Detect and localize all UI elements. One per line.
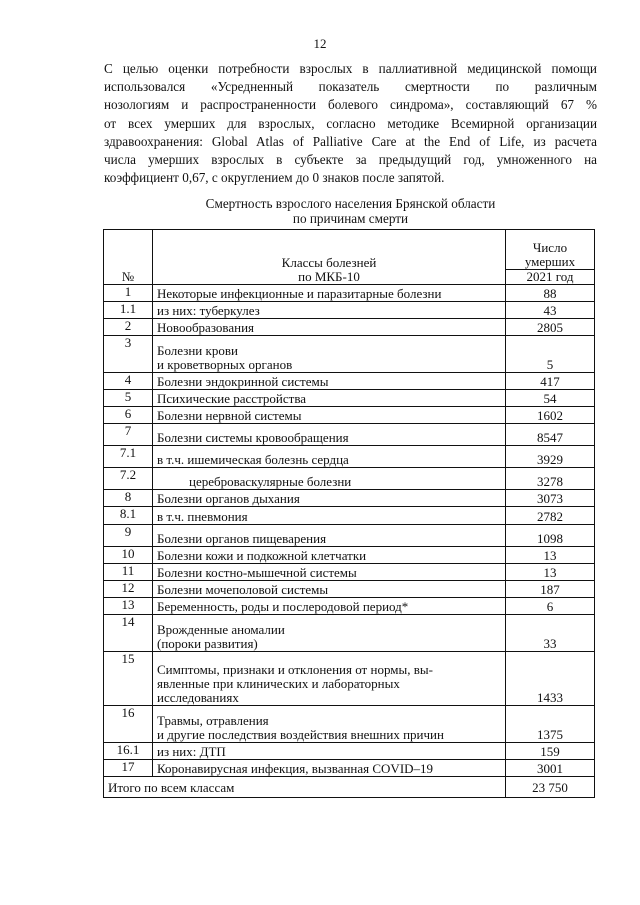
row-disease-class-line: Болезни мочеполовой системы bbox=[157, 582, 329, 597]
row-disease-class bbox=[153, 507, 506, 525]
row-disease-class-line: Симптомы, признаки и отклонения от нормы, вы- bbox=[157, 662, 433, 677]
table-row bbox=[104, 336, 595, 373]
row-deaths-value: 1433 bbox=[506, 652, 595, 706]
row-deaths-value: 13 bbox=[506, 564, 595, 581]
row-number: 8 bbox=[104, 490, 153, 507]
row-deaths-value: 6 bbox=[506, 598, 595, 615]
table-title-line: Смертность взрослого населения Брянской области bbox=[205, 196, 496, 211]
table-row bbox=[104, 598, 595, 615]
table-row bbox=[104, 490, 595, 507]
table-row bbox=[104, 760, 595, 777]
row-disease-class-line: Болезни крови bbox=[157, 343, 238, 358]
table-title-line: по причинам смерти bbox=[292, 211, 409, 226]
header-deaths-count-line: Число bbox=[532, 240, 568, 255]
row-number: 16 bbox=[104, 706, 153, 743]
table-body bbox=[104, 285, 595, 777]
row-number: 16.1 bbox=[104, 743, 153, 760]
row-disease-class bbox=[153, 615, 506, 652]
row-disease-class bbox=[153, 706, 506, 743]
row-disease-class bbox=[153, 490, 506, 507]
table-row bbox=[104, 285, 595, 302]
row-deaths-value: 1375 bbox=[506, 706, 595, 743]
row-disease-class bbox=[153, 336, 506, 373]
row-number: 1.1 bbox=[104, 302, 153, 319]
intro-line: здравоохранения: Global Atlas of Palliative Care at the End of Life, из расчета bbox=[104, 133, 597, 149]
row-deaths-value: 8547 bbox=[506, 424, 595, 446]
row-disease-class bbox=[153, 581, 506, 598]
row-number: 11 bbox=[104, 564, 153, 581]
header-disease-class-line: по МКБ-10 bbox=[298, 269, 360, 284]
row-deaths-value: 3929 bbox=[506, 446, 595, 468]
row-disease-class-line: Некоторые инфекционные и паразитарные болезни bbox=[157, 286, 442, 301]
row-number: 7 bbox=[104, 424, 153, 446]
row-number: 13 bbox=[104, 598, 153, 615]
row-deaths-value: 1602 bbox=[506, 407, 595, 424]
table-row bbox=[104, 373, 595, 390]
row-disease-class-line: цереброваскулярные болезни bbox=[189, 474, 352, 489]
row-deaths-value: 33 bbox=[506, 615, 595, 652]
row-disease-class-line: Болезни нервной системы bbox=[157, 408, 302, 423]
row-disease-class-line: Беременность, роды и послеродовой период* bbox=[157, 599, 409, 614]
row-disease-class-line: и кроветворных органов bbox=[157, 357, 293, 372]
table-row bbox=[104, 581, 595, 598]
row-deaths-value: 3001 bbox=[506, 760, 595, 777]
total-row bbox=[104, 777, 595, 798]
row-deaths-value: 5 bbox=[506, 336, 595, 373]
row-number: 3 bbox=[104, 336, 153, 373]
row-disease-class-line: Болезни эндокринной системы bbox=[157, 374, 329, 389]
row-disease-class-line: в т.ч. пневмония bbox=[157, 509, 248, 524]
table-row bbox=[104, 706, 595, 743]
header-disease-class-line: Классы болезней bbox=[281, 255, 377, 270]
row-deaths-value: 2805 bbox=[506, 319, 595, 336]
row-disease-class bbox=[153, 390, 506, 407]
header-year: 2021 год bbox=[506, 270, 595, 285]
row-disease-class bbox=[153, 598, 506, 615]
row-deaths-value: 2782 bbox=[506, 507, 595, 525]
row-number: 7.1 bbox=[104, 446, 153, 468]
row-deaths-value: 3073 bbox=[506, 490, 595, 507]
row-number: 7.2 bbox=[104, 468, 153, 490]
table-row bbox=[104, 390, 595, 407]
intro-paragraph bbox=[104, 60, 597, 187]
row-deaths-value: 54 bbox=[506, 390, 595, 407]
row-disease-class bbox=[153, 373, 506, 390]
row-disease-class-line: Психические расстройства bbox=[157, 391, 307, 406]
row-disease-class-line: исследованиях bbox=[157, 690, 239, 705]
intro-line: использовался «Усредненный показатель смертности по различным bbox=[104, 79, 597, 95]
row-disease-class bbox=[153, 564, 506, 581]
table-row bbox=[104, 507, 595, 525]
row-disease-class-line: из них: ДТП bbox=[157, 744, 226, 759]
row-disease-class bbox=[153, 446, 506, 468]
row-deaths-value: 187 bbox=[506, 581, 595, 598]
table-row bbox=[104, 424, 595, 446]
row-deaths-value: 159 bbox=[506, 743, 595, 760]
header-disease-class bbox=[153, 230, 506, 285]
row-deaths-value: 3278 bbox=[506, 468, 595, 490]
row-disease-class bbox=[153, 743, 506, 760]
row-disease-class bbox=[153, 547, 506, 564]
row-disease-class-line: Болезни органов пищеварения bbox=[157, 531, 327, 546]
row-disease-class-line: Новообразования bbox=[157, 320, 255, 335]
intro-line: С целью оценки потребности взрослых в паллиативной медицинской помощи bbox=[104, 61, 597, 76]
table-row bbox=[104, 547, 595, 564]
table-row bbox=[104, 564, 595, 581]
row-number: 14 bbox=[104, 615, 153, 652]
row-deaths-value: 13 bbox=[506, 547, 595, 564]
row-disease-class bbox=[153, 407, 506, 424]
table-row bbox=[104, 525, 595, 547]
row-disease-class-line: Врожденные аномалии bbox=[157, 622, 285, 637]
mortality-table bbox=[103, 229, 595, 798]
table-row bbox=[104, 446, 595, 468]
intro-line: коэффициент 0,67, с округлением до 0 знаков после запятой. bbox=[104, 170, 445, 186]
row-disease-class-line: Коронавирусная инфекция, вызванная COVID–19 bbox=[157, 761, 434, 776]
row-number: 1 bbox=[104, 285, 153, 302]
row-disease-class-line: из них: туберкулез bbox=[157, 303, 260, 318]
row-disease-class-line: и другие последствия воздействия внешних причин bbox=[157, 727, 444, 742]
intro-line: числа умерших взрослых в субъекте за предыдущий год, умноженного на bbox=[104, 152, 597, 168]
row-deaths-value: 88 bbox=[506, 285, 595, 302]
table-row bbox=[104, 615, 595, 652]
row-disease-class-line: Травмы, отравления bbox=[157, 713, 269, 728]
row-number: 8.1 bbox=[104, 507, 153, 525]
row-number: 17 bbox=[104, 760, 153, 777]
row-number: 6 bbox=[104, 407, 153, 424]
row-disease-class bbox=[153, 302, 506, 319]
table-row bbox=[104, 319, 595, 336]
table-row bbox=[104, 652, 595, 706]
row-disease-class bbox=[153, 319, 506, 336]
row-deaths-value: 417 bbox=[506, 373, 595, 390]
row-number: 15 bbox=[104, 652, 153, 706]
row-disease-class bbox=[153, 760, 506, 777]
row-disease-class-line: Болезни органов дыхания bbox=[157, 491, 300, 506]
total-value: 23 750 bbox=[506, 777, 595, 798]
row-disease-class bbox=[153, 525, 506, 547]
row-disease-class bbox=[153, 285, 506, 302]
row-disease-class-line: явленные при клинических и лабораторных bbox=[157, 676, 400, 691]
table-row bbox=[104, 407, 595, 424]
row-number: 4 bbox=[104, 373, 153, 390]
header-deaths-count-line: умерших bbox=[524, 254, 576, 269]
row-disease-class bbox=[153, 468, 506, 490]
row-disease-class bbox=[153, 424, 506, 446]
row-disease-class-line: Болезни кожи и подкожной клетчатки bbox=[157, 548, 367, 563]
row-disease-class-line: (пороки развития) bbox=[157, 636, 258, 651]
table-row bbox=[104, 302, 595, 319]
intro-line: от всех умерших для взрослых, согласно методике Всемирной организации bbox=[104, 115, 597, 131]
table-row bbox=[104, 743, 595, 760]
row-number: 9 bbox=[104, 525, 153, 547]
row-disease-class-line: Болезни костно-мышечной системы bbox=[157, 565, 357, 580]
page-number: 12 bbox=[313, 36, 327, 51]
row-number: 5 bbox=[104, 390, 153, 407]
row-deaths-value: 43 bbox=[506, 302, 595, 319]
row-number: 10 bbox=[104, 547, 153, 564]
total-label: Итого по всем классам bbox=[104, 777, 506, 798]
row-number: 12 bbox=[104, 581, 153, 598]
table-title bbox=[104, 196, 597, 226]
row-disease-class bbox=[153, 652, 506, 706]
header-number: № bbox=[104, 230, 153, 285]
table-row bbox=[104, 468, 595, 490]
intro-line: нозологиям и распространенности болевого синдрома», составляющий 67 % bbox=[104, 97, 597, 113]
row-disease-class-line: в т.ч. ишемическая болезнь сердца bbox=[157, 452, 349, 467]
row-disease-class-line: Болезни системы кровообращения bbox=[157, 430, 349, 445]
header-deaths-count bbox=[506, 230, 595, 270]
row-number: 2 bbox=[104, 319, 153, 336]
row-deaths-value: 1098 bbox=[506, 525, 595, 547]
